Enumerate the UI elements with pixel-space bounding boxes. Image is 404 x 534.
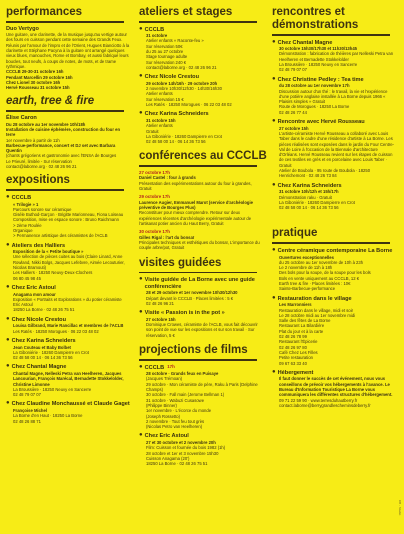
item-line: 28 et 29 octobre et 1er novembre 10h30/12h30 bbox=[146, 290, 238, 296]
item-line: du 25 octobre au 1er novembre de 10h à 23h bbox=[279, 259, 364, 265]
exposition-list bbox=[6, 194, 130, 424]
item-line: 28 octobre et 1er et 3 novembre 15h30 bbox=[146, 450, 219, 456]
item-line: Les Marronniers bbox=[279, 302, 312, 308]
list-item-heading bbox=[139, 276, 263, 290]
list-item-heading bbox=[272, 182, 396, 190]
item-line: 31 octobre 15h bbox=[146, 117, 176, 123]
list-item-heading bbox=[6, 363, 130, 371]
item-line: Café Chez Les Filles bbox=[279, 349, 318, 355]
list-item bbox=[272, 76, 396, 115]
item-title: Centre céramique contemporaine La Borne bbox=[277, 247, 393, 254]
bullet-icon: ● bbox=[6, 400, 10, 407]
section-divider bbox=[272, 34, 390, 36]
list-item bbox=[139, 26, 263, 71]
item-line: Des bols pour la soupe, de la soupe pour les bols bbox=[279, 270, 371, 276]
item-line: Gisèle Buthod-Garçon · Brigitte Marionneau, Fiona Loiseau bbox=[13, 212, 124, 218]
bullet-icon: ● bbox=[139, 25, 143, 32]
item-title: Chez Claudine Monchaussé et Claude Gaget bbox=[11, 401, 130, 408]
item-line: Atelier de Boubola · 95 route de Boubola · 18250 Henrichemont · 02 48 26 73 84 bbox=[279, 168, 371, 179]
item-line: 28 octobre · Grands feux en Puisaye bbox=[146, 371, 219, 377]
section-title-pratique: pratique bbox=[272, 227, 318, 240]
item-line: 30 octobre · Fall main (Jerome Bellman 1) bbox=[146, 392, 225, 398]
section-divider bbox=[139, 272, 257, 274]
item-line: Exposition « Portraits et Explorations » du potier céramiste Eric Astoul bbox=[13, 296, 122, 308]
conference-item bbox=[139, 194, 263, 226]
list-item-heading bbox=[139, 364, 263, 372]
item-line: Sur réservation 15 € bbox=[146, 96, 184, 102]
item-line: Earth tree & fire · Places limitées : 10€ bbox=[279, 281, 351, 287]
bullet-icon: ● bbox=[272, 246, 276, 253]
item-title: Chez Karina Schneiders bbox=[11, 337, 76, 344]
footer-credit: CB - Studio bbox=[398, 500, 402, 516]
column-left bbox=[6, 6, 130, 427]
section-divider bbox=[6, 189, 124, 191]
conference-line: Principales techniques et esthétiques du bonsaï, L'importance du couple arbre/pot, Gratuit bbox=[139, 239, 260, 251]
list-item-heading bbox=[272, 369, 396, 377]
item-title: Chez Eric Astoul bbox=[11, 284, 56, 291]
performance-date: Chez Lionel 30 octobre 16h bbox=[6, 79, 61, 85]
section-title-rencontres: rencontres et démonstrations bbox=[272, 6, 359, 31]
list-item bbox=[6, 363, 130, 397]
item-line: 27 et 30 octobre et 2 novembre 20h bbox=[146, 440, 216, 445]
item-line: Les Halliers · 18250 Neuvy-Deux-Clochers bbox=[13, 270, 93, 276]
bullet-icon: ● bbox=[272, 294, 276, 301]
item-line: Organique bbox=[13, 227, 33, 233]
item-title: Chez Chantal Magne bbox=[11, 364, 67, 371]
item-line: Françoise Michel bbox=[13, 408, 47, 414]
item-line: Le 28 octobre midi au 1er novembre midi bbox=[279, 312, 356, 318]
list-item bbox=[6, 284, 130, 313]
item-line: Une sélection de pièces cuites au bois (Claire Linard, Anne Rowland, Nikki Bolgs, Jacques Lefebvre, Aimée Lecouturier, Nicolas Bramouti) bbox=[13, 254, 125, 271]
list-item-heading bbox=[6, 194, 130, 202]
section-divider bbox=[272, 242, 390, 244]
bullet-icon: ● bbox=[272, 368, 276, 375]
list-item-heading bbox=[139, 432, 263, 440]
item-line: Louisa Gilbrand, Marie Rancillac et membres de l'ACLB bbox=[13, 323, 124, 329]
item-title: CCCLB bbox=[144, 364, 165, 371]
item-line: Les Ratés · 18250 Morogues · 06 22 03 48 02 bbox=[13, 328, 99, 334]
list-item bbox=[6, 194, 130, 239]
item-line: Discussion autour d'un thé : le travail, la vie et l'expérience d'une potière anglaise installée à La Borne depuis 1966 « Plaisirs simples » Gratuit bbox=[279, 88, 388, 105]
item-title: CCCLB bbox=[144, 26, 165, 33]
conference-date: 27 octobre 17h bbox=[139, 170, 170, 176]
list-item bbox=[6, 316, 130, 334]
item-line: 18250 La Borne · 02 48 26 75 51 bbox=[13, 307, 75, 313]
item-line: 1er novembre · L'écorce du monde bbox=[146, 408, 212, 414]
item-line: 02 48 26 97 80 bbox=[279, 344, 307, 350]
item-line: 06 80 45 98 45 bbox=[13, 275, 41, 281]
item-line: Démonstration raku · Gratuit bbox=[279, 194, 332, 200]
item-line: > 2ème Roulée bbox=[13, 222, 42, 228]
item-line: L'artiste-céramiste Hervé Rousseau a collaboré avec Louis Taber dans le cadre d'une résidence d'artiste à La Borne. Les pièces réalisées sont exposées dans le jardin du Four Centre-Val de Loire à l'occasion de la Biennale d'architecture d'Orléans. Hervé Rousseau revient sur les étapes de cuisson de ces textiles en grès et en porcelaine avec Louis Taber · Gratuit bbox=[279, 130, 394, 168]
earth-line: Du 28 octobre au 1er novembre 10h/18h bbox=[6, 121, 86, 127]
item-line: Film: Cuisson et fournée du bois 1982 (1h) bbox=[146, 445, 226, 451]
item-line: Plat du jour et à la carte bbox=[279, 328, 324, 334]
item-line: 02 48 58 00 14 · 06 14 36 73 56 bbox=[13, 355, 73, 361]
item-line: La Broussière · 18250 Neuvy en Sancerre bbox=[279, 62, 358, 68]
list-item bbox=[6, 242, 130, 281]
item-line: Sur réservation 50€ bbox=[146, 43, 183, 49]
item-line: Les Ratés · 18250 Morogues · 06 22 03 48 02 bbox=[146, 102, 232, 108]
section-title-expositions: expositions bbox=[6, 174, 70, 187]
section-divider bbox=[139, 359, 257, 361]
item-line: 27 octobre 15h bbox=[146, 316, 176, 322]
item-title: Chez Nicole Crestou bbox=[11, 316, 67, 323]
item-title: Rencontre avec Hervé Rousseau bbox=[277, 119, 365, 126]
item-line: 18250 La Borne · 02 48 26 75 51 bbox=[146, 461, 208, 467]
item-line: 29 octobre · Mon céramiste de père, Raku à Paris (Delphine Champs) bbox=[146, 381, 258, 393]
item-line: Cuisson Anagama (20') bbox=[146, 455, 190, 461]
item-line: Atelier enfants bbox=[146, 91, 173, 97]
earth-line: 1er novembre à partir de 11h bbox=[6, 137, 60, 143]
bullet-icon: ● bbox=[6, 315, 10, 322]
projection-list bbox=[139, 364, 263, 467]
list-item-heading bbox=[272, 118, 396, 126]
conference-speaker: Laurence Augier, Emmanuel Marot (service d'archéologie préventive de Bourges Plus) bbox=[139, 199, 253, 211]
bullet-icon: ● bbox=[139, 309, 143, 316]
performance-date: CCCLB 29-30-31 octobre 16h bbox=[6, 69, 64, 75]
item-title: Chez Karina Schneiders bbox=[144, 111, 209, 118]
item-title: Hébergement bbox=[277, 369, 314, 376]
list-item bbox=[272, 369, 396, 408]
item-line: Salle des fêtes de La Borne bbox=[279, 318, 331, 324]
list-item bbox=[139, 432, 263, 466]
item-title: Chez Chantal Magne bbox=[277, 39, 333, 46]
section-divider bbox=[139, 165, 257, 167]
item-line: Composition, mise en espace sonore : Bruno Raichmann bbox=[13, 217, 119, 223]
column-right bbox=[272, 6, 396, 411]
section-divider bbox=[6, 110, 124, 112]
item-line: Atelier enfants « Raconte-feu » bbox=[146, 38, 204, 44]
item-line: Démonstration : fabrication de théières par Nelleski Petra van Heelheren et Bernadette Stokkelolder bbox=[279, 51, 394, 62]
visite-list bbox=[139, 276, 263, 338]
list-item-heading bbox=[6, 284, 130, 292]
conference-date: 30 octobre 17h bbox=[139, 229, 170, 235]
item-line: Sur réservation 240 € bbox=[146, 59, 187, 65]
item-line: Restaurant l'Épicerie bbox=[279, 339, 318, 345]
item-line: Route de Morogues · 18250 La Borne bbox=[279, 104, 350, 110]
item-title: Restauration dans le village bbox=[277, 295, 352, 302]
list-item bbox=[139, 309, 263, 338]
item-line: 27 octobre 15h bbox=[279, 125, 309, 131]
conference-item bbox=[139, 170, 263, 191]
item-line: du 28 octobre au 1er novembre 17h bbox=[279, 83, 350, 89]
list-item bbox=[139, 276, 263, 306]
item-line: 02 48 79 07 07 bbox=[279, 67, 307, 73]
item-title: Chez Eric Astoul bbox=[144, 433, 189, 440]
list-item bbox=[272, 247, 396, 292]
list-item bbox=[139, 364, 263, 430]
item-line: 31 octobre 10h/12h et 15h/17h bbox=[279, 189, 339, 195]
item-line: La Broussière · 18250 Neuvy en Sancerre bbox=[13, 386, 92, 392]
section-title-conferences: conférences au CCCLB bbox=[139, 150, 267, 163]
item-line: Atelier enfants bbox=[146, 123, 173, 129]
item-line: Dominique Crowes, céramiste de l'ACLB, vous fait découvrir son point de vue sur les expositions et sur son travail · Sur réservation, 5 € bbox=[146, 322, 258, 338]
bullet-icon: ● bbox=[6, 241, 10, 248]
item-title: Chez Karina Schneiders bbox=[277, 182, 342, 189]
bullet-icon: ● bbox=[6, 363, 10, 370]
item-line: 2 novembre · Tout feu tout grès bbox=[146, 418, 205, 424]
item-line: 09 71 22 59 90 · www.terresduhautberry.fr bbox=[279, 397, 358, 403]
list-item-heading bbox=[272, 76, 396, 84]
item-line: 31 octobre · Wabuzi Cusasowe bbox=[146, 397, 205, 403]
list-item-heading bbox=[139, 73, 263, 81]
list-item-heading bbox=[139, 309, 263, 317]
item-line: Jean Couteau et Baby Bolbet bbox=[13, 344, 71, 350]
conference-line: Présentation des expérimentations autour du four à grandes, Gratuit bbox=[139, 180, 252, 192]
conference-speaker: Gilles Rigal : l'art du bonsaï bbox=[139, 234, 194, 240]
item-title: Visite « Passion is in the pot » bbox=[144, 310, 225, 317]
list-item bbox=[272, 39, 396, 73]
item-line: (Jacques Trémoan) bbox=[146, 376, 183, 382]
item-line: Restauration dans le village, midi et soir bbox=[279, 307, 354, 313]
bullet-icon: ● bbox=[272, 38, 276, 45]
item-line: du 25 au 27 octobre bbox=[146, 49, 184, 55]
conference-item bbox=[139, 229, 263, 250]
bullet-icon: ● bbox=[272, 75, 276, 82]
item-line: 02 48 26 77 44 bbox=[279, 109, 307, 115]
item-line: Restaurant La Bilardière bbox=[279, 323, 325, 329]
section-title-visites: visites guidées bbox=[139, 256, 222, 269]
bullet-icon: ● bbox=[6, 283, 10, 290]
performance-date: Pendant Marcellin 29 octobre 16h bbox=[6, 74, 73, 80]
conference-speaker: Daniel Castel : four à grands bbox=[139, 175, 196, 181]
conference-line: Reconstituer pour mieux comprendre. Retour sur deux expériences récentes d'archéologie expérimentale autour de l'artisanat potier ancien du Haut Berry, Gratuit bbox=[139, 210, 252, 226]
bullet-icon: ● bbox=[139, 110, 143, 117]
item-line: 02 48 26 88 71 bbox=[13, 418, 41, 424]
item-line: La Giboniérie · 18260 Dampierre en Crot bbox=[279, 199, 355, 205]
item-line: contact.laborne@berrygrandlescheminsdeberry.fr bbox=[279, 402, 371, 408]
item-line: 02 48 79 07 07 bbox=[13, 392, 41, 398]
bullet-icon: ● bbox=[139, 276, 143, 283]
item-line: 02 48 26 78 99 bbox=[279, 334, 307, 340]
item-line: Départ devant le CCCLB · Places limitées : 5 € bbox=[146, 295, 234, 301]
column-middle bbox=[139, 6, 267, 469]
list-item bbox=[272, 182, 396, 211]
item-title: Chez Nicole Crestou bbox=[144, 74, 200, 81]
item-line: Exposition de la « Petite boutique » bbox=[13, 249, 84, 255]
section-divider bbox=[139, 21, 257, 23]
bullet-icon: ● bbox=[272, 118, 276, 125]
list-item-heading bbox=[272, 295, 396, 303]
list-item-heading bbox=[6, 316, 130, 324]
item-line: Parcours sonore sur céramique bbox=[13, 206, 72, 212]
earth-line: Le Prieuré, limitée - Sur réservation bbox=[6, 158, 72, 164]
item-line: 30 octobre 15h30/17h30 et 11h30/13h45 bbox=[279, 46, 357, 52]
pratique-list bbox=[272, 247, 396, 408]
earth-line: (chants grégoriens et gastronomie avec l'ENSA de Bourges bbox=[6, 153, 117, 159]
item-time: 17h bbox=[167, 363, 175, 369]
atelier-list bbox=[139, 26, 263, 145]
item-line: La Borne d'en Haut · 18250 La Borne bbox=[13, 413, 83, 419]
item-line: Gratuit bbox=[146, 128, 159, 134]
item-line: Le 2 novembre de 11h à 18h bbox=[279, 265, 333, 271]
performance-description: Une guitare, une clarinette, de la musique jusqu'au vertige autour des fours en cuisson pendant cette semaine des Grands Feux. Réunis par l'amour de l'impro et de l'Orient, Hugues Bianciotto à la clarinette et Stéphane Pacyna à la guitare ont arrangé quelques vieux blues, manouches, Rome et Bombay, et aussi fabriqué leurs boucles, tout neufs, à coups de notes, de mots, et de trame rythmique. bbox=[6, 32, 130, 69]
performance-date: Hervé Rousseau 31 octobre 15h bbox=[6, 85, 70, 91]
item-line: 2 novembre 10h30/12h30 · 14h30/16h30 bbox=[146, 86, 222, 92]
item-line: 02 48 58 00 14 · 06 14 36 73 56 bbox=[146, 139, 206, 145]
item-line: La Giboniérie · 18260 Dampierre en Crot bbox=[13, 349, 89, 355]
item-line: La Giboniérie · 18260 Dampierre en Crot bbox=[146, 133, 222, 139]
item-line: > Permanence artistique des céramistes de l'ACLB bbox=[13, 233, 108, 239]
list-item bbox=[139, 110, 263, 144]
item-line: 29 octobre 14h/16h · 29 octobre 20h bbox=[146, 80, 218, 86]
section-title-ateliers: ateliers et stages bbox=[139, 6, 233, 18]
item-line: 31 octobre bbox=[146, 33, 168, 39]
earth-line: Barbecue-performance, concert et DJ set avec Barbara Quentin bbox=[6, 142, 116, 154]
item-line: Stage tournage adulte bbox=[146, 54, 188, 60]
list-item-heading bbox=[6, 242, 130, 250]
item-line: Chantal Magne, Nelleski Petra van Heelheren, Jacques Lancourian, François Marécal, Bernadette Stokkelolder, Christine Limonne bbox=[13, 371, 124, 387]
bullet-icon: ● bbox=[139, 363, 143, 370]
performance-title: Duo Vertygo bbox=[6, 25, 39, 32]
bullet-icon: ● bbox=[272, 181, 276, 188]
item-line: 02 48 58 00 14 · 06 14 36 73 56 bbox=[279, 205, 339, 211]
list-item-heading bbox=[139, 26, 263, 34]
item-line: Bols en vente uniquement au CCCLB, 12 € bbox=[279, 275, 360, 281]
bullet-icon: ● bbox=[139, 73, 143, 80]
list-item bbox=[139, 73, 263, 107]
earth-artist: Élise Caron bbox=[6, 115, 37, 122]
section-title-performances: performances bbox=[6, 6, 83, 18]
bullet-icon: ● bbox=[6, 336, 10, 343]
item-line: (Nicolas Petro van Heelheren) bbox=[146, 424, 203, 430]
item-line: 09 67 63 33 40 bbox=[279, 360, 307, 366]
bullet-icon: ● bbox=[6, 193, 10, 200]
section-title-projections: projections de films bbox=[139, 343, 248, 356]
list-item bbox=[272, 295, 396, 366]
bullet-icon: ● bbox=[139, 432, 143, 439]
item-line: Il faut donner le succès de cet événement, nous vous conseillons de prévoir vos hébergements à l'avance. Le Bureau d'Information Touristique La Borne vous communiquera les différentes structures d'hébergement. bbox=[279, 376, 393, 398]
item-title: CCCLB bbox=[11, 194, 32, 201]
item-line: (Joseph Rossetto) bbox=[146, 413, 180, 419]
list-item-heading bbox=[6, 400, 130, 408]
item-line: Ouvertures exceptionnelles bbox=[279, 254, 334, 260]
list-item-heading bbox=[139, 110, 263, 118]
list-item bbox=[272, 118, 396, 179]
item-line: contact@laborne.org · 02 48 26 96 21 bbox=[146, 64, 217, 70]
section-divider bbox=[6, 21, 124, 23]
list-item-heading bbox=[272, 247, 396, 255]
conference-date: 29 octobre 17h bbox=[139, 194, 170, 200]
list-item bbox=[6, 337, 130, 360]
conference-list bbox=[139, 170, 263, 250]
item-line: Anagama mon amour bbox=[13, 291, 56, 297]
list-item-heading bbox=[6, 337, 130, 345]
list-item bbox=[6, 400, 130, 423]
item-title: Ateliers des Halliers bbox=[11, 242, 66, 249]
item-title: Chez Christine Pedley : Tea time bbox=[277, 76, 364, 83]
section-title-earth: earth, tree & fire bbox=[6, 95, 95, 108]
item-line: 02 48 26 96 21 bbox=[146, 300, 174, 306]
item-line: Sainte-Barbecue-performance bbox=[279, 286, 336, 292]
earth-line: contact@laborne.org · 02 48 26 96 21 bbox=[6, 164, 77, 170]
item-line: « Trilogie » 1 bbox=[13, 201, 39, 207]
rencontre-list bbox=[272, 39, 396, 211]
earth-line: Installation de cuisine éphémère, construction du four en terre bbox=[6, 126, 121, 138]
item-title: Visite guidée de La Borne avec une guide conférencière bbox=[144, 277, 255, 290]
item-line: (Philippe Binner) bbox=[146, 402, 177, 408]
item-line: Petite restauration bbox=[279, 355, 313, 361]
list-item-heading bbox=[272, 39, 396, 47]
